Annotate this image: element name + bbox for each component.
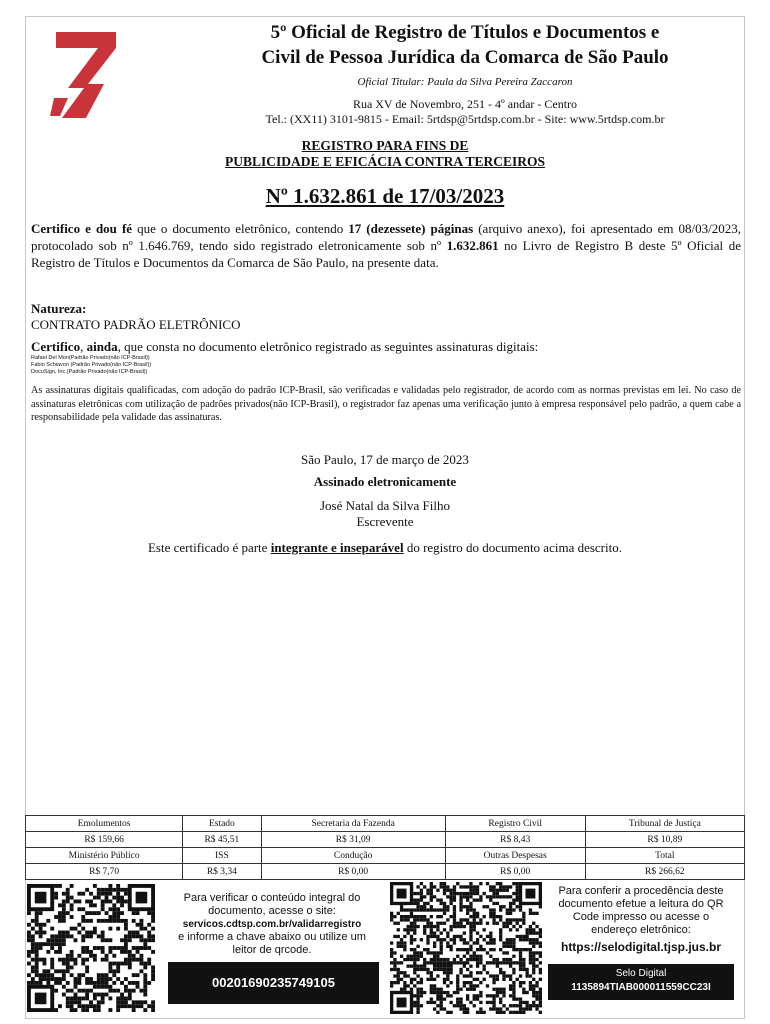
verify-instructions: Para verificar o conteúdo integral do documento, acesse o site: servicos.cdtsp.com.br/validarregistro e informe a chave abaixo ou utilize um leitor de qrcode. (168, 892, 376, 957)
fee-label: Registro Civil (445, 816, 585, 832)
verify-site-link[interactable]: servicos.cdtsp.com.br/validarregistro (182, 919, 362, 930)
fee-label: Emolumentos (26, 816, 183, 832)
registry-logo (46, 28, 124, 122)
fee-label: Condução (261, 848, 445, 864)
certificate-paragraph: Certifico e dou fé que o documento eletrônico, contendo 17 (dezessete) páginas (arquivo anexo), foi apresentado em 08/03/2023, protocolado sob nº 1.646.769, tendo sido registrado eletronicamente sob nº 1.632.861 no Livro de Registro B deste 5º Oficial de Registro de Títulos e Documentos da Comarca de São Paulo, na presente data. (31, 221, 741, 270)
signer-role: Escrevente (356, 514, 414, 529)
fee-value: R$ 7,70 (26, 864, 183, 880)
fee-label: Estado (183, 816, 261, 832)
verification-key: 00201690235749105 (168, 962, 379, 1004)
fee-value: R$ 0,00 (261, 864, 445, 880)
fee-value: R$ 3,34 (183, 864, 261, 880)
signatures-intro: Certifico, ainda, que consta no documento eletrônico registrado as seguintes assinaturas digitais: (31, 339, 539, 354)
natureza-value: CONTRATO PADRÃO ELETRÔNICO (31, 317, 241, 332)
fee-label: ISS (183, 848, 261, 864)
fee-value: R$ 8,43 (445, 832, 585, 848)
selo-code: 1135894TIAB000011559CC23I (571, 982, 711, 993)
selo-instructions: Para conferir a procedência deste documento efetue a leitura do QR Code impresso ou acesse o endereço eletrônico: https://selodigital.tjsp.jus.br (548, 885, 734, 954)
fee-value: R$ 45,51 (183, 832, 261, 848)
fee-value: R$ 266,62 (585, 864, 744, 880)
fee-value: R$ 159,66 (26, 832, 183, 848)
selo-digital-box (548, 964, 734, 1000)
signed-electronically: Assinado eletronicamente (313, 474, 457, 489)
selo-label: Selo Digital (615, 968, 667, 979)
signature-item: Fabio Schiavon (Padrão Privado(não ICP-Brasil)) (31, 362, 152, 368)
fee-label: Ministério Público (26, 848, 183, 864)
signature-list (31, 355, 151, 376)
fee-label: Outras Despesas (445, 848, 585, 864)
certificate-footer: Este certificado é parte integrante e inseparável do registro do documento acima descrito. (147, 540, 622, 555)
registry-title: 5º Oficial de Registro de Títulos e Documentos e Civil de Pessoa Jurídica da Comarca de São Paulo (261, 22, 669, 68)
registration-number: Nº 1.632.861 de 17/03/2023 (265, 184, 505, 208)
fee-label: Secretaria da Fazenda (261, 816, 445, 832)
fee-value: R$ 0,00 (445, 864, 585, 880)
selo-qr-code[interactable] (390, 882, 542, 1014)
signature-item: DocuSign, Inc.(Padrão Privado(não ICP-Brasil)) (31, 369, 148, 375)
fee-label: Total (585, 848, 744, 864)
signer-name: José Natal da Silva Filho (320, 498, 450, 513)
fee-value: R$ 10,89 (585, 832, 744, 848)
fee-label: Tribunal de Justiça (585, 816, 744, 832)
fees-table (25, 815, 745, 880)
registration-title: REGISTRO PARA FINS DE PUBLICIDADE E EFICÁCIA CONTRA TERCEIROS (224, 138, 546, 169)
legal-notice: As assinaturas digitais qualificadas, com adoção do padrão ICP-Brasil, são verificadas e validadas pelo registrador, de acordo com as normas previstas em lei. No caso de assinaturas eletrônicas com utilização de padrões privados(não ICP-Brasil), o registrador faz apenas uma verificação junto à empresa responsável pelo padrão, a quem cabe a responsabilidade pela validade das assinaturas. (31, 385, 741, 423)
registry-address: Rua XV de Novembro, 251 - 4º andar - Centro Tel.: (XX11) 3101-9815 - Email: 5rtdsp@5rtdsp.com.br - Site: www.5rtdsp.com.br (265, 97, 665, 126)
natureza-label: Natureza: (31, 301, 87, 316)
verification-qr-code[interactable] (27, 884, 155, 1012)
fee-value: R$ 31,09 (261, 832, 445, 848)
signature-item: Rafael Del Mon(Padrão Privado(não ICP-Brasil)) (31, 355, 150, 361)
selo-site-link[interactable]: https://selodigital.tjsp.jus.br (560, 940, 721, 954)
place-date: São Paulo, 17 de março de 2023 (301, 452, 469, 467)
official-name: Oficial Titular: Paula da Silva Pereira Zaccaron (357, 76, 573, 88)
